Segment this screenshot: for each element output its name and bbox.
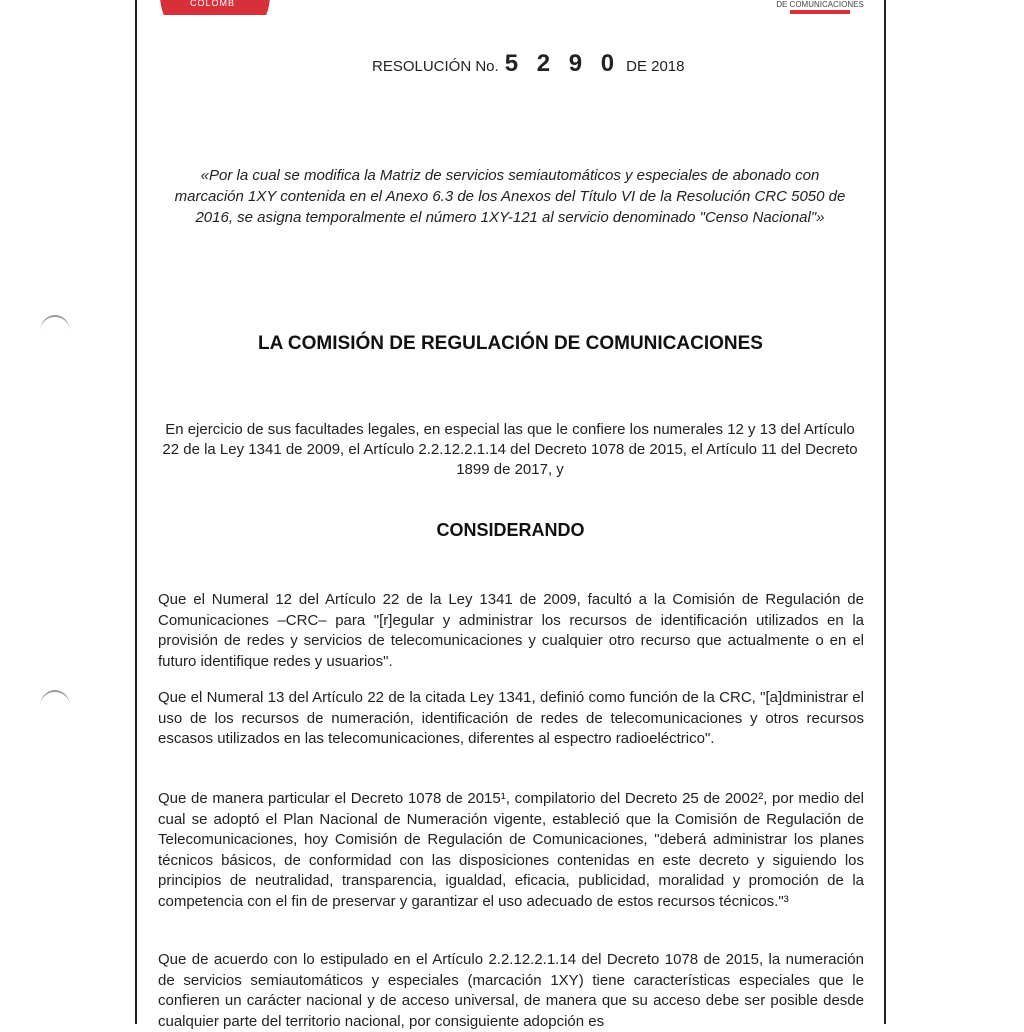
paragraph-4: Que de acuerdo con lo estipulado en el Artículo 2.2.12.2.1.14 del Decreto 1078 de 2015, la numeración de servicios semiautomáticos y especiales (marcación 1XY) tiene características especiales que le confieren un carácter nacional y de acceso universal, de manera que su acceso debe ser posible desde cualquier parte del territorio nacional, por consiguiente adopción es: [158, 951, 864, 1030]
resolution-year: DE 2018: [626, 58, 685, 75]
commission-heading: LA COMISIÓN DE REGULACIÓN DE COMUNICACIONES: [258, 333, 763, 354]
page-border-right: [884, 0, 886, 1024]
considerando-heading: CONSIDERANDO: [436, 520, 585, 540]
paragraph-2: Que el Numeral 13 del Artículo 22 de la citada Ley 1341, definió como función de la CRC, "[a]dministrar el uso de los recursos de numeración, identificación de redes de telecomunicaciones y otros recursos escasos utilizados en las telecomunicaciones, diferentes al espectro radioeléctrico".: [158, 689, 864, 747]
logo-bar: [790, 10, 850, 14]
resolution-label: RESOLUCIÓN No.: [372, 58, 499, 75]
paragraph-3: Que de manera particular el Decreto 1078 de 2015¹, compilatorio del Decreto 25 de 2002², por medio del cual se adoptó el Plan Nacional de Numeración vigente, estableció que la Comisión de Regulación de Telecomunicaciones, hoy Comisión de Regulación de Comunicaciones, "deberá administrar los planes técnicos básicos, de conformidad con las disposiciones contenidas en este decreto y siguiendo los principios de neutralidad, transparencia, igualdad, eficacia, publicidad, moralidad y promoción de la competencia con el fin de preservar y garantizar el uso adecuado de estos recursos técnicos."³: [158, 790, 864, 910]
paragraph-1: Que el Numeral 12 del Artículo 22 de la Ley 1341 de 2009, facultó a la Comisión de Regulación de Comunicaciones –CRC– para "[r]egular y administrar los recursos de identificación utilizados en la provisión de redes y servicios de telecomunicaciones y cualquier otro recurso que actualmente o en el futuro identifique redes y usuarios".: [158, 591, 864, 670]
resolution-subject: «Por la cual se modifica la Matriz de servicios semiautomáticos y especiales de abonado con marcación 1XY contenida en el Anexo 6.3 de los Anexos del Título VI de la Resolución CRC 5050 de 2016, se asigna temporalmente el número 1XY-121 al servicio denominado "Censo Nacional"»: [174, 167, 846, 226]
logo-line: DE COMUNICACIONES: [776, 0, 864, 9]
binder-hole: [40, 690, 70, 722]
resolution-header: [372, 50, 684, 78]
resolution-number: 5 2 9 0: [504, 50, 621, 77]
seal-text: COLOMB: [190, 0, 236, 8]
legal-faculties: En ejercicio de sus facultades legales, en especial las que le confiere los numerales 12 y 13 del Artículo 22 de la Ley 1341 de 2009, el Artículo 2.2.12.2.1.14 del Decreto 1078 de 2015, el Artículo 11 del Decreto 1899 de 2017, y: [162, 421, 858, 478]
crc-logo: [760, 0, 880, 14]
binder-hole: [40, 315, 70, 347]
page-border-left: [135, 0, 137, 1024]
national-seal-logo: [160, 0, 270, 15]
